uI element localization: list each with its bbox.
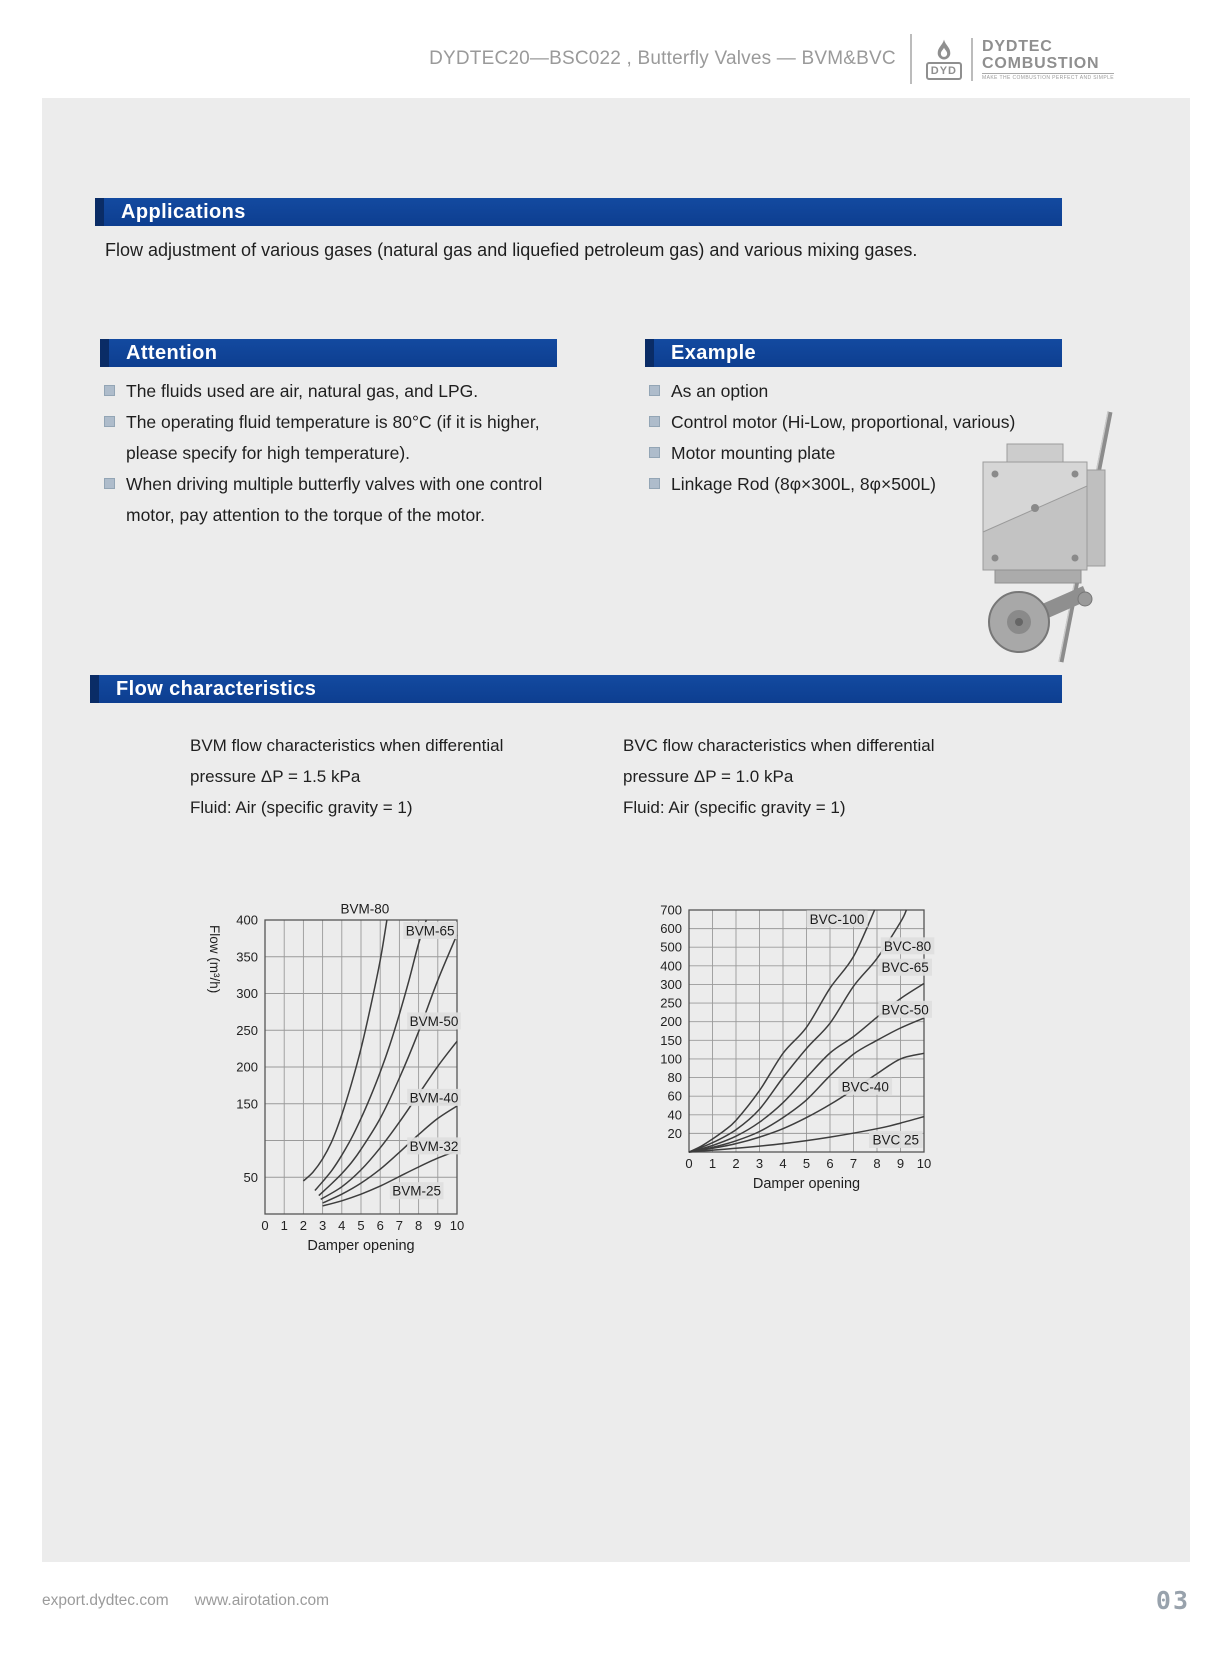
svg-text:4: 4 (779, 1156, 787, 1171)
svg-text:60: 60 (667, 1088, 682, 1104)
section-title-flow: Flow characteristics (116, 677, 317, 700)
bullet-text: The fluids used are air, natural gas, and LPG. (126, 381, 479, 401)
svg-text:4: 4 (338, 1218, 346, 1233)
product-photo (955, 410, 1140, 663)
svg-text:250: 250 (660, 995, 682, 1011)
section-title-applications: Applications (121, 200, 246, 223)
page-number: 03 (1155, 1586, 1190, 1615)
logo-wordmark (971, 38, 1114, 81)
svg-text:700: 700 (660, 902, 682, 918)
svg-text:BVM-25: BVM-25 (392, 1183, 442, 1199)
svg-text:Flow (m³/h): Flow (m³/h) (207, 925, 222, 994)
svg-text:6: 6 (826, 1156, 834, 1171)
flame-icon (935, 39, 953, 61)
svg-text:BVM-50: BVM-50 (409, 1013, 459, 1029)
svg-text:350: 350 (236, 949, 258, 965)
svg-text:40: 40 (667, 1107, 682, 1123)
bvm-flow-chart-svg (180, 895, 470, 1265)
svg-text:300: 300 (236, 986, 258, 1001)
page-footer (42, 1586, 1190, 1615)
svg-text:Damper opening: Damper opening (752, 1176, 861, 1192)
footer-link-airotation: www.airotation.com (194, 1591, 330, 1609)
square-bullet-icon (649, 478, 660, 489)
svg-text:20: 20 (667, 1125, 682, 1141)
list-item: pressure ΔP = 1.5 kPa (190, 767, 361, 786)
svg-text:9: 9 (896, 1156, 905, 1171)
bvm-chart-caption (190, 730, 620, 823)
section-title-example: Example (671, 341, 757, 364)
svg-text:400: 400 (236, 912, 258, 928)
footer-link-export: export.dydtec.com (42, 1591, 169, 1609)
svg-text:8: 8 (414, 1218, 423, 1233)
bvm-flow-chart (180, 895, 470, 1270)
list-item (104, 376, 562, 407)
section-bar-example (645, 339, 1062, 367)
svg-text:0: 0 (685, 1156, 693, 1171)
svg-text:7: 7 (849, 1156, 858, 1171)
applications-body: Flow adjustment of various gases (natural gas and liquefied petroleum gas) and various mixing gases. (105, 240, 918, 260)
square-bullet-icon (649, 447, 660, 458)
svg-text:BVM-32: BVM-32 (409, 1138, 459, 1154)
svg-text:10: 10 (449, 1218, 465, 1233)
square-bullet-icon (104, 478, 115, 489)
header-divider (910, 34, 912, 84)
svg-text:9: 9 (434, 1218, 442, 1233)
svg-text:Damper opening: Damper opening (307, 1238, 415, 1254)
svg-text:5: 5 (802, 1156, 811, 1171)
square-bullet-icon (104, 416, 115, 427)
svg-text:10: 10 (916, 1156, 932, 1171)
svg-text:8: 8 (873, 1156, 881, 1171)
svg-text:3: 3 (755, 1156, 764, 1171)
logo-dyd-text: DYD (926, 62, 962, 80)
svg-text:200: 200 (236, 1059, 258, 1075)
page-header (429, 34, 1114, 84)
square-bullet-icon (649, 416, 660, 427)
svg-text:7: 7 (395, 1218, 404, 1233)
list-item: Fluid: Air (specific gravity = 1) (190, 798, 413, 817)
list-item: pressure ΔP = 1.0 kPa (623, 767, 794, 786)
svg-text:250: 250 (236, 1022, 258, 1038)
svg-text:1: 1 (708, 1156, 717, 1171)
section-title-attention: Attention (126, 341, 218, 364)
svg-text:100: 100 (660, 1051, 682, 1067)
svg-text:50: 50 (243, 1169, 258, 1185)
svg-text:BVC-50: BVC-50 (881, 1002, 929, 1018)
svg-text:6: 6 (376, 1218, 384, 1233)
bullet-text: The operating fluid temperature is 80°C (if it is higher, please specify for high temperature). (126, 412, 540, 463)
svg-text:150: 150 (236, 1096, 258, 1112)
svg-text:BVC-80: BVC-80 (883, 938, 932, 954)
svg-text:BVC-40: BVC-40 (841, 1079, 889, 1095)
svg-text:150: 150 (660, 1032, 682, 1048)
svg-text:1: 1 (280, 1218, 288, 1233)
list-item (649, 376, 1089, 407)
svg-text:200: 200 (660, 1014, 682, 1030)
bullet-text: Motor mounting plate (671, 443, 836, 463)
bvc-flow-chart (615, 885, 935, 1205)
control-motor-illustration (955, 410, 1140, 663)
brand-line-2: COMBUSTION (982, 54, 1100, 72)
svg-text:600: 600 (660, 921, 682, 937)
bvc-flow-chart-svg (615, 885, 935, 1200)
logo-mark (926, 39, 962, 80)
bullet-text: As an option (671, 381, 769, 401)
bullet-text: Linkage Rod (8φ×300L, 8φ×500L) (671, 474, 936, 494)
attention-list (104, 376, 562, 531)
svg-text:3: 3 (318, 1218, 327, 1233)
list-item (104, 469, 562, 531)
list-item: Fluid: Air (specific gravity = 1) (623, 798, 846, 817)
square-bullet-icon (104, 385, 115, 396)
svg-text:BVC 25: BVC 25 (872, 1132, 920, 1148)
brand-line-1: DYDTEC (982, 37, 1053, 55)
svg-text:BVM-80: BVM-80 (340, 901, 390, 917)
svg-text:BVM-40: BVM-40 (409, 1090, 459, 1106)
bvc-chart-caption (623, 730, 1053, 823)
brand-logo (926, 38, 1114, 81)
list-item: BVC flow characteristics when differential (623, 736, 935, 755)
svg-text:80: 80 (667, 1070, 682, 1086)
svg-text:2: 2 (299, 1218, 308, 1233)
svg-text:BVC-100: BVC-100 (809, 911, 865, 927)
svg-text:500: 500 (660, 939, 682, 955)
square-bullet-icon (649, 385, 660, 396)
footer-links (42, 1592, 329, 1610)
svg-text:400: 400 (660, 958, 682, 974)
svg-text:BVM-65: BVM-65 (405, 923, 455, 939)
svg-text:2: 2 (732, 1156, 740, 1171)
list-item: BVM flow characteristics when differential (190, 736, 504, 755)
svg-text:BVC-65: BVC-65 (881, 960, 929, 976)
bullet-text: Control motor (Hi-Low, proportional, various) (671, 412, 1016, 432)
svg-text:300: 300 (660, 976, 682, 992)
section-bar-attention (100, 339, 557, 367)
document-title: DYDTEC20—BSC022 , Butterfly Valves — BVM&BVC (429, 48, 896, 69)
content-panel (42, 98, 1190, 1562)
section-bar-applications (95, 198, 1062, 226)
svg-text:5: 5 (357, 1218, 365, 1233)
brand-tagline: MAKE THE COMBUSTION PERFECT AND SIMPLE (982, 74, 1114, 81)
section-bar-flow (90, 675, 1062, 703)
svg-text:0: 0 (261, 1218, 269, 1233)
bullet-text: When driving multiple butterfly valves with one control motor, pay attention to the torque of the motor. (126, 474, 543, 525)
list-item (104, 407, 562, 469)
